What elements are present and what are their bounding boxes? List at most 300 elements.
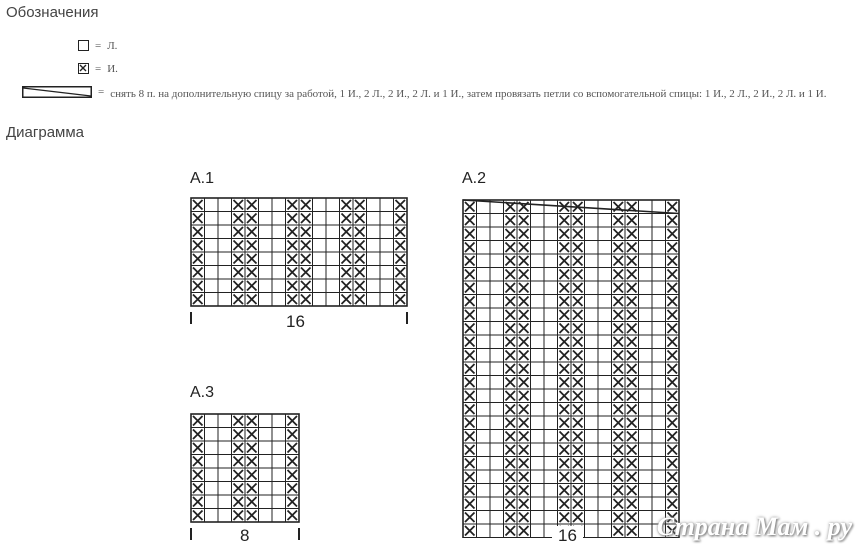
knit-cell (367, 293, 381, 307)
knit-cell (639, 430, 653, 444)
knit-cell (598, 457, 612, 471)
knit-cell (639, 484, 653, 498)
knit-cell (544, 241, 558, 255)
knit-cell (272, 468, 286, 482)
knit-cell (477, 511, 491, 525)
knit-cell (490, 254, 504, 268)
knit-cell (326, 239, 340, 253)
knit-cell (531, 443, 545, 457)
knit-cell (490, 214, 504, 228)
knit-cell (531, 538, 545, 539)
knit-cell (259, 198, 273, 212)
knit-cell (313, 279, 327, 293)
knit-cell (652, 335, 666, 349)
knit-cell (205, 198, 219, 212)
empty-square-icon (78, 40, 89, 51)
knit-cell (598, 295, 612, 309)
knit-cell (259, 239, 273, 253)
knit-cell (272, 428, 286, 442)
knit-cell (585, 200, 599, 214)
knit-cell (367, 225, 381, 239)
knit-cell (313, 266, 327, 280)
knit-cell (205, 212, 219, 226)
knit-cell (544, 389, 558, 403)
knit-cell (531, 511, 545, 525)
knit-cell (531, 254, 545, 268)
knit-cell (326, 212, 340, 226)
knit-cell (218, 482, 232, 496)
knit-cell (544, 214, 558, 228)
knit-cell (490, 497, 504, 511)
chart-a1 (188, 194, 412, 324)
knit-cell (598, 511, 612, 525)
knit-cell (598, 349, 612, 363)
knit-cell (218, 212, 232, 226)
legend-title: Обозначения (6, 4, 99, 21)
knit-cell (259, 482, 273, 496)
knit-cell (367, 198, 381, 212)
knit-cell (652, 497, 666, 511)
knit-cell (477, 470, 491, 484)
knit-cell (544, 308, 558, 322)
knit-cell (639, 322, 653, 336)
knit-cell (639, 349, 653, 363)
knit-cell (531, 308, 545, 322)
knit-cell (326, 293, 340, 307)
knit-cell (218, 455, 232, 469)
knit-cell (652, 403, 666, 417)
knit-cell (531, 227, 545, 241)
knit-cell (585, 349, 599, 363)
knit-cell (272, 212, 286, 226)
knit-cell (639, 241, 653, 255)
knit-cell (490, 376, 504, 390)
knit-cell (544, 484, 558, 498)
knit-cell (272, 482, 286, 496)
knit-cell (205, 279, 219, 293)
knit-cell (477, 281, 491, 295)
knit-cell (531, 470, 545, 484)
knit-cell (205, 428, 219, 442)
knit-cell (326, 252, 340, 266)
equals-sign: = (95, 63, 102, 75)
knit-cell (585, 227, 599, 241)
knit-cell (490, 362, 504, 376)
knit-cell (272, 252, 286, 266)
knit-cell (585, 403, 599, 417)
chart-a2-stitch-count: 16 (552, 526, 583, 546)
knit-cell (490, 443, 504, 457)
legend-purl-text: И. (107, 63, 118, 75)
knit-cell (531, 497, 545, 511)
knit-cell (218, 266, 232, 280)
knit-cell (598, 268, 612, 282)
chart-a3-stitch-count: 8 (234, 526, 255, 546)
purl-cell (625, 538, 639, 539)
knit-cell (585, 443, 599, 457)
knit-cell (639, 295, 653, 309)
knit-cell (652, 227, 666, 241)
legend-cable-text: снять 8 п. на дополнительную спицу за работой, 1 И., 2 Л., 2 И., 2 Л. и 1 И., затем провязать петли со вспомогательной спицы: 1 И., 2 Л., 2 И., 2 Л. и 1 И. (110, 88, 827, 100)
knit-cell (531, 416, 545, 430)
cable-symbol-icon (22, 86, 92, 98)
knit-cell (477, 457, 491, 471)
equals-sign: = (98, 86, 105, 98)
knit-cell (585, 484, 599, 498)
watermark-logo: Страна Мам . ру (656, 512, 852, 541)
knit-cell (367, 266, 381, 280)
knit-cell (490, 511, 504, 525)
knit-cell (313, 198, 327, 212)
knit-cell (477, 538, 491, 539)
knit-cell (205, 495, 219, 509)
knit-cell (544, 443, 558, 457)
knit-cell (313, 225, 327, 239)
knit-cell (531, 241, 545, 255)
knit-cell (652, 376, 666, 390)
knit-cell (490, 538, 504, 539)
knit-cell (652, 254, 666, 268)
knit-cell (639, 470, 653, 484)
knit-cell (272, 279, 286, 293)
x-square-icon (78, 63, 89, 74)
knit-cell (639, 511, 653, 525)
knit-cell (218, 441, 232, 455)
knit-cell (490, 524, 504, 538)
knit-cell (544, 430, 558, 444)
knit-cell (652, 295, 666, 309)
knit-cell (652, 443, 666, 457)
knit-cell (477, 349, 491, 363)
chart-a3-label: A.3 (190, 384, 215, 401)
knit-cell (544, 416, 558, 430)
knit-cell (585, 457, 599, 471)
knit-cell (380, 279, 394, 293)
knit-cell (380, 225, 394, 239)
knit-cell (367, 212, 381, 226)
knit-cell (639, 335, 653, 349)
knit-cell (490, 457, 504, 471)
knit-cell (639, 268, 653, 282)
knit-cell (205, 293, 219, 307)
knit-cell (205, 266, 219, 280)
knit-cell (477, 497, 491, 511)
knit-cell (205, 414, 219, 428)
knit-cell (652, 322, 666, 336)
knit-cell (585, 430, 599, 444)
knit-cell (380, 212, 394, 226)
knit-cell (218, 468, 232, 482)
knit-cell (259, 495, 273, 509)
knit-cell (598, 200, 612, 214)
knit-cell (490, 389, 504, 403)
knit-cell (477, 254, 491, 268)
knit-cell (477, 227, 491, 241)
knit-cell (585, 308, 599, 322)
knit-cell (544, 362, 558, 376)
knit-cell (380, 266, 394, 280)
knit-cell (380, 239, 394, 253)
knit-cell (490, 268, 504, 282)
knit-cell (326, 279, 340, 293)
knit-cell (477, 416, 491, 430)
knit-cell (259, 279, 273, 293)
knit-cell (218, 428, 232, 442)
knit-cell (531, 295, 545, 309)
knit-cell (272, 509, 286, 523)
knit-cell (639, 403, 653, 417)
knit-cell (598, 241, 612, 255)
knit-cell (490, 295, 504, 309)
knit-cell (585, 241, 599, 255)
knit-cell (490, 241, 504, 255)
knit-cell (598, 403, 612, 417)
knit-cell (477, 524, 491, 538)
knit-cell (585, 295, 599, 309)
knit-cell (272, 414, 286, 428)
knit-cell (477, 241, 491, 255)
knit-cell (490, 227, 504, 241)
knit-cell (598, 430, 612, 444)
knit-cell (639, 362, 653, 376)
knit-cell (652, 457, 666, 471)
knit-cell (531, 524, 545, 538)
knit-cell (544, 497, 558, 511)
knit-cell (205, 252, 219, 266)
knit-cell (531, 281, 545, 295)
knit-cell (585, 470, 599, 484)
chart-a1-label: A.1 (190, 170, 215, 187)
knit-cell (652, 349, 666, 363)
knit-cell (585, 281, 599, 295)
knit-cell (639, 281, 653, 295)
equals-sign: = (95, 40, 102, 52)
knit-cell (326, 266, 340, 280)
knit-cell (639, 524, 653, 538)
knit-cell (598, 335, 612, 349)
knit-cell (205, 468, 219, 482)
knit-cell (585, 254, 599, 268)
knit-cell (477, 335, 491, 349)
knit-cell (598, 254, 612, 268)
knit-cell (585, 497, 599, 511)
knit-cell (544, 349, 558, 363)
knit-cell (598, 497, 612, 511)
knit-cell (259, 225, 273, 239)
knit-cell (490, 281, 504, 295)
knit-cell (652, 484, 666, 498)
knit-cell (490, 335, 504, 349)
knit-cell (477, 403, 491, 417)
knit-cell (531, 349, 545, 363)
knit-cell (652, 281, 666, 295)
knit-cell (598, 227, 612, 241)
knit-cell (313, 212, 327, 226)
knit-cell (531, 214, 545, 228)
knit-cell (477, 308, 491, 322)
knit-cell (598, 214, 612, 228)
knit-cell (652, 241, 666, 255)
knit-cell (477, 376, 491, 390)
knit-cell (205, 509, 219, 523)
knit-cell (259, 509, 273, 523)
knit-cell (585, 538, 599, 539)
knit-cell (531, 457, 545, 471)
knit-cell (259, 293, 273, 307)
knit-cell (652, 389, 666, 403)
knit-cell (490, 349, 504, 363)
knit-cell (585, 214, 599, 228)
knit-cell (585, 524, 599, 538)
purl-cell (463, 538, 477, 539)
knit-cell (367, 279, 381, 293)
knit-cell (639, 227, 653, 241)
knit-cell (531, 403, 545, 417)
knit-cell (477, 430, 491, 444)
chart-a3 (188, 410, 304, 540)
knit-cell (598, 443, 612, 457)
knit-cell (313, 293, 327, 307)
legend-row-purl (78, 63, 118, 75)
knit-cell (272, 441, 286, 455)
legend-row-knit (78, 40, 117, 52)
knit-cell (531, 268, 545, 282)
knit-cell (639, 376, 653, 390)
knit-cell (259, 428, 273, 442)
knit-cell (531, 335, 545, 349)
knit-cell (259, 468, 273, 482)
knit-cell (205, 441, 219, 455)
knit-cell (477, 362, 491, 376)
chart-a2 (460, 196, 684, 538)
knit-cell (380, 198, 394, 212)
knit-cell (639, 457, 653, 471)
knit-cell (639, 443, 653, 457)
knit-cell (544, 511, 558, 525)
knit-cell (544, 200, 558, 214)
knit-cell (272, 225, 286, 239)
purl-cell (612, 538, 626, 539)
knit-cell (598, 362, 612, 376)
knit-cell (531, 484, 545, 498)
knit-cell (544, 376, 558, 390)
knit-cell (598, 308, 612, 322)
knit-cell (477, 389, 491, 403)
purl-cell (504, 538, 518, 539)
chart-a1-stitch-count: 16 (280, 312, 311, 332)
knit-cell (531, 430, 545, 444)
knit-cell (272, 239, 286, 253)
knit-cell (272, 198, 286, 212)
knit-cell (598, 322, 612, 336)
knit-cell (218, 198, 232, 212)
knit-cell (544, 470, 558, 484)
knit-cell (652, 416, 666, 430)
knit-cell (544, 281, 558, 295)
knit-cell (544, 268, 558, 282)
knit-cell (639, 214, 653, 228)
knit-cell (652, 430, 666, 444)
knit-cell (652, 268, 666, 282)
knit-cell (639, 416, 653, 430)
knit-cell (585, 376, 599, 390)
knit-cell (313, 239, 327, 253)
knit-cell (652, 362, 666, 376)
knit-cell (585, 362, 599, 376)
knit-cell (259, 266, 273, 280)
knit-cell (205, 225, 219, 239)
knit-cell (218, 279, 232, 293)
knit-cell (639, 389, 653, 403)
knit-cell (490, 403, 504, 417)
knit-cell (367, 252, 381, 266)
knit-cell (218, 293, 232, 307)
knit-cell (531, 376, 545, 390)
knit-cell (531, 200, 545, 214)
knit-cell (326, 198, 340, 212)
legend-knit-text: Л. (107, 40, 118, 52)
knit-cell (544, 254, 558, 268)
knit-cell (544, 322, 558, 336)
knit-cell (313, 252, 327, 266)
knit-cell (639, 497, 653, 511)
knit-cell (490, 322, 504, 336)
knit-cell (598, 538, 612, 539)
knit-cell (598, 281, 612, 295)
diagram-title: Диаграмма (6, 124, 85, 141)
knit-cell (205, 239, 219, 253)
knit-cell (259, 455, 273, 469)
knit-cell (218, 509, 232, 523)
knit-cell (218, 414, 232, 428)
knit-cell (477, 268, 491, 282)
knit-cell (598, 389, 612, 403)
knit-cell (259, 414, 273, 428)
knit-cell (477, 443, 491, 457)
knit-cell (531, 389, 545, 403)
knit-cell (585, 322, 599, 336)
knit-cell (531, 322, 545, 336)
knit-cell (380, 293, 394, 307)
legend-row-cable (22, 86, 860, 103)
knit-cell (585, 335, 599, 349)
knit-cell (490, 470, 504, 484)
knit-cell (477, 214, 491, 228)
knit-cell (272, 266, 286, 280)
knit-cell (652, 308, 666, 322)
knit-cell (477, 295, 491, 309)
knit-cell (585, 511, 599, 525)
knit-cell (272, 293, 286, 307)
knit-cell (367, 239, 381, 253)
knit-cell (259, 212, 273, 226)
knit-cell (639, 308, 653, 322)
knit-cell (259, 441, 273, 455)
knit-cell (326, 225, 340, 239)
knit-cell (380, 252, 394, 266)
knit-cell (544, 457, 558, 471)
knit-cell (205, 482, 219, 496)
knit-cell (218, 225, 232, 239)
chart-a2-label: A.2 (462, 170, 487, 187)
knit-cell (598, 376, 612, 390)
knit-cell (598, 484, 612, 498)
knit-cell (490, 308, 504, 322)
knit-cell (490, 430, 504, 444)
knit-cell (639, 254, 653, 268)
knit-cell (544, 403, 558, 417)
knit-cell (218, 239, 232, 253)
